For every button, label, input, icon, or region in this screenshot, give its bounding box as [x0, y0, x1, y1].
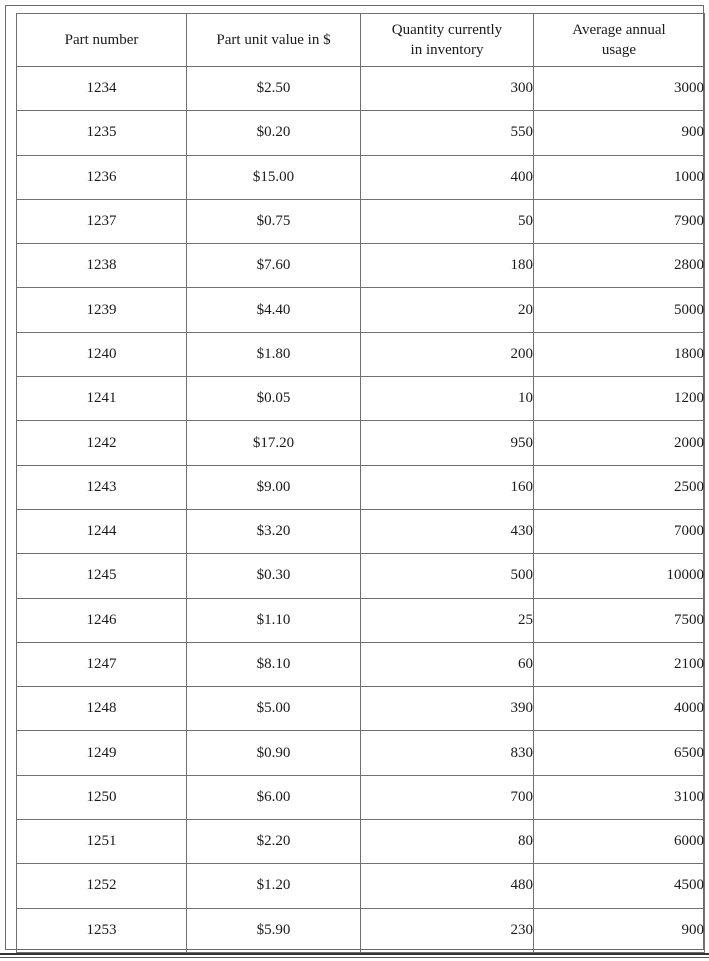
cell-part-number: 1235	[17, 111, 187, 155]
cell-annual-usage: 7900	[534, 199, 705, 243]
cell-quantity: 10	[361, 377, 534, 421]
header-quantity	[361, 14, 534, 67]
cell-unit-value: $17.20	[187, 421, 361, 465]
cell-annual-usage: 3100	[534, 775, 705, 819]
cell-quantity: 830	[361, 731, 534, 775]
cell-unit-value: $6.00	[187, 775, 361, 819]
table-body	[17, 67, 705, 953]
header-usage	[534, 14, 705, 67]
cell-unit-value: $8.10	[187, 642, 361, 686]
cell-part-number: 1234	[17, 67, 187, 111]
cell-part-number: 1251	[17, 820, 187, 864]
cell-quantity: 180	[361, 244, 534, 288]
header-quantity-line-2: in inventory	[410, 42, 484, 58]
cell-annual-usage: 1200	[534, 377, 705, 421]
cell-unit-value: $1.20	[187, 864, 361, 908]
table-row	[17, 864, 705, 908]
cell-part-number: 1246	[17, 598, 187, 642]
cell-unit-value: $2.50	[187, 67, 361, 111]
cell-part-number: 1241	[17, 377, 187, 421]
cell-annual-usage: 10000	[534, 554, 705, 598]
cell-part-number: 1242	[17, 421, 187, 465]
cell-part-number: 1247	[17, 642, 187, 686]
header-usage-line-1: Average annual	[572, 22, 666, 38]
cell-unit-value: $1.80	[187, 332, 361, 376]
table-row	[17, 731, 705, 775]
inventory-table	[16, 13, 705, 953]
table-row	[17, 332, 705, 376]
cell-quantity: 300	[361, 67, 534, 111]
cell-annual-usage: 1800	[534, 332, 705, 376]
table-row	[17, 288, 705, 332]
cell-annual-usage: 6500	[534, 731, 705, 775]
cell-unit-value: $0.90	[187, 731, 361, 775]
cell-part-number: 1236	[17, 155, 187, 199]
cell-quantity: 950	[361, 421, 534, 465]
cell-quantity: 700	[361, 775, 534, 819]
cell-part-number: 1248	[17, 687, 187, 731]
table-row	[17, 554, 705, 598]
table-row	[17, 908, 705, 952]
cell-quantity: 60	[361, 642, 534, 686]
cell-quantity: 500	[361, 554, 534, 598]
cell-unit-value: $5.00	[187, 687, 361, 731]
cell-part-number: 1249	[17, 731, 187, 775]
cell-unit-value: $0.05	[187, 377, 361, 421]
cell-annual-usage: 7500	[534, 598, 705, 642]
header-part-number-line: Part number	[64, 32, 139, 48]
cell-unit-value: $7.60	[187, 244, 361, 288]
cell-part-number: 1238	[17, 244, 187, 288]
cell-quantity: 200	[361, 332, 534, 376]
cell-part-number: 1243	[17, 465, 187, 509]
cell-unit-value: $4.40	[187, 288, 361, 332]
table-row	[17, 775, 705, 819]
cell-part-number: 1252	[17, 864, 187, 908]
cell-annual-usage: 900	[534, 111, 705, 155]
cell-annual-usage: 6000	[534, 820, 705, 864]
cell-annual-usage: 4500	[534, 864, 705, 908]
table-row	[17, 421, 705, 465]
table-row	[17, 199, 705, 243]
header-row	[17, 14, 705, 67]
header-unit-value-line: Part unit value in $	[216, 32, 331, 48]
table-row	[17, 598, 705, 642]
cell-annual-usage: 2000	[534, 421, 705, 465]
cell-quantity: 25	[361, 598, 534, 642]
header-part-number	[17, 14, 187, 67]
cell-part-number: 1237	[17, 199, 187, 243]
cell-annual-usage: 4000	[534, 687, 705, 731]
cell-part-number: 1239	[17, 288, 187, 332]
cell-part-number: 1240	[17, 332, 187, 376]
cell-unit-value: $2.20	[187, 820, 361, 864]
cell-quantity: 230	[361, 908, 534, 952]
table-row	[17, 465, 705, 509]
cell-unit-value: $3.20	[187, 509, 361, 553]
cell-quantity: 480	[361, 864, 534, 908]
table-row	[17, 509, 705, 553]
cell-annual-usage: 5000	[534, 288, 705, 332]
table-row	[17, 111, 705, 155]
cell-unit-value: $9.00	[187, 465, 361, 509]
cell-unit-value: $0.75	[187, 199, 361, 243]
cell-annual-usage: 1000	[534, 155, 705, 199]
cell-quantity: 550	[361, 111, 534, 155]
table-row	[17, 377, 705, 421]
header-usage-line-2: usage	[601, 42, 637, 58]
table-row	[17, 820, 705, 864]
cell-quantity: 400	[361, 155, 534, 199]
table-row	[17, 687, 705, 731]
table-row	[17, 642, 705, 686]
cell-unit-value: $1.10	[187, 598, 361, 642]
cell-quantity: 80	[361, 820, 534, 864]
cell-part-number: 1245	[17, 554, 187, 598]
cell-annual-usage: 7000	[534, 509, 705, 553]
bottom-rule-thin	[0, 957, 709, 958]
cell-annual-usage: 2800	[534, 244, 705, 288]
cell-annual-usage: 900	[534, 908, 705, 952]
bottom-rule	[0, 953, 709, 955]
cell-quantity: 20	[361, 288, 534, 332]
header-unit-value	[187, 14, 361, 67]
cell-quantity: 50	[361, 199, 534, 243]
cell-annual-usage: 3000	[534, 67, 705, 111]
table-row	[17, 155, 705, 199]
cell-quantity: 160	[361, 465, 534, 509]
table-row	[17, 244, 705, 288]
cell-unit-value: $5.90	[187, 908, 361, 952]
cell-part-number: 1250	[17, 775, 187, 819]
table-row	[17, 67, 705, 111]
cell-part-number: 1253	[17, 908, 187, 952]
cell-unit-value: $15.00	[187, 155, 361, 199]
cell-unit-value: $0.30	[187, 554, 361, 598]
cell-quantity: 390	[361, 687, 534, 731]
cell-quantity: 430	[361, 509, 534, 553]
cell-part-number: 1244	[17, 509, 187, 553]
cell-unit-value: $0.20	[187, 111, 361, 155]
cell-annual-usage: 2500	[534, 465, 705, 509]
cell-annual-usage: 2100	[534, 642, 705, 686]
header-quantity-line-1: Quantity currently	[391, 22, 503, 38]
